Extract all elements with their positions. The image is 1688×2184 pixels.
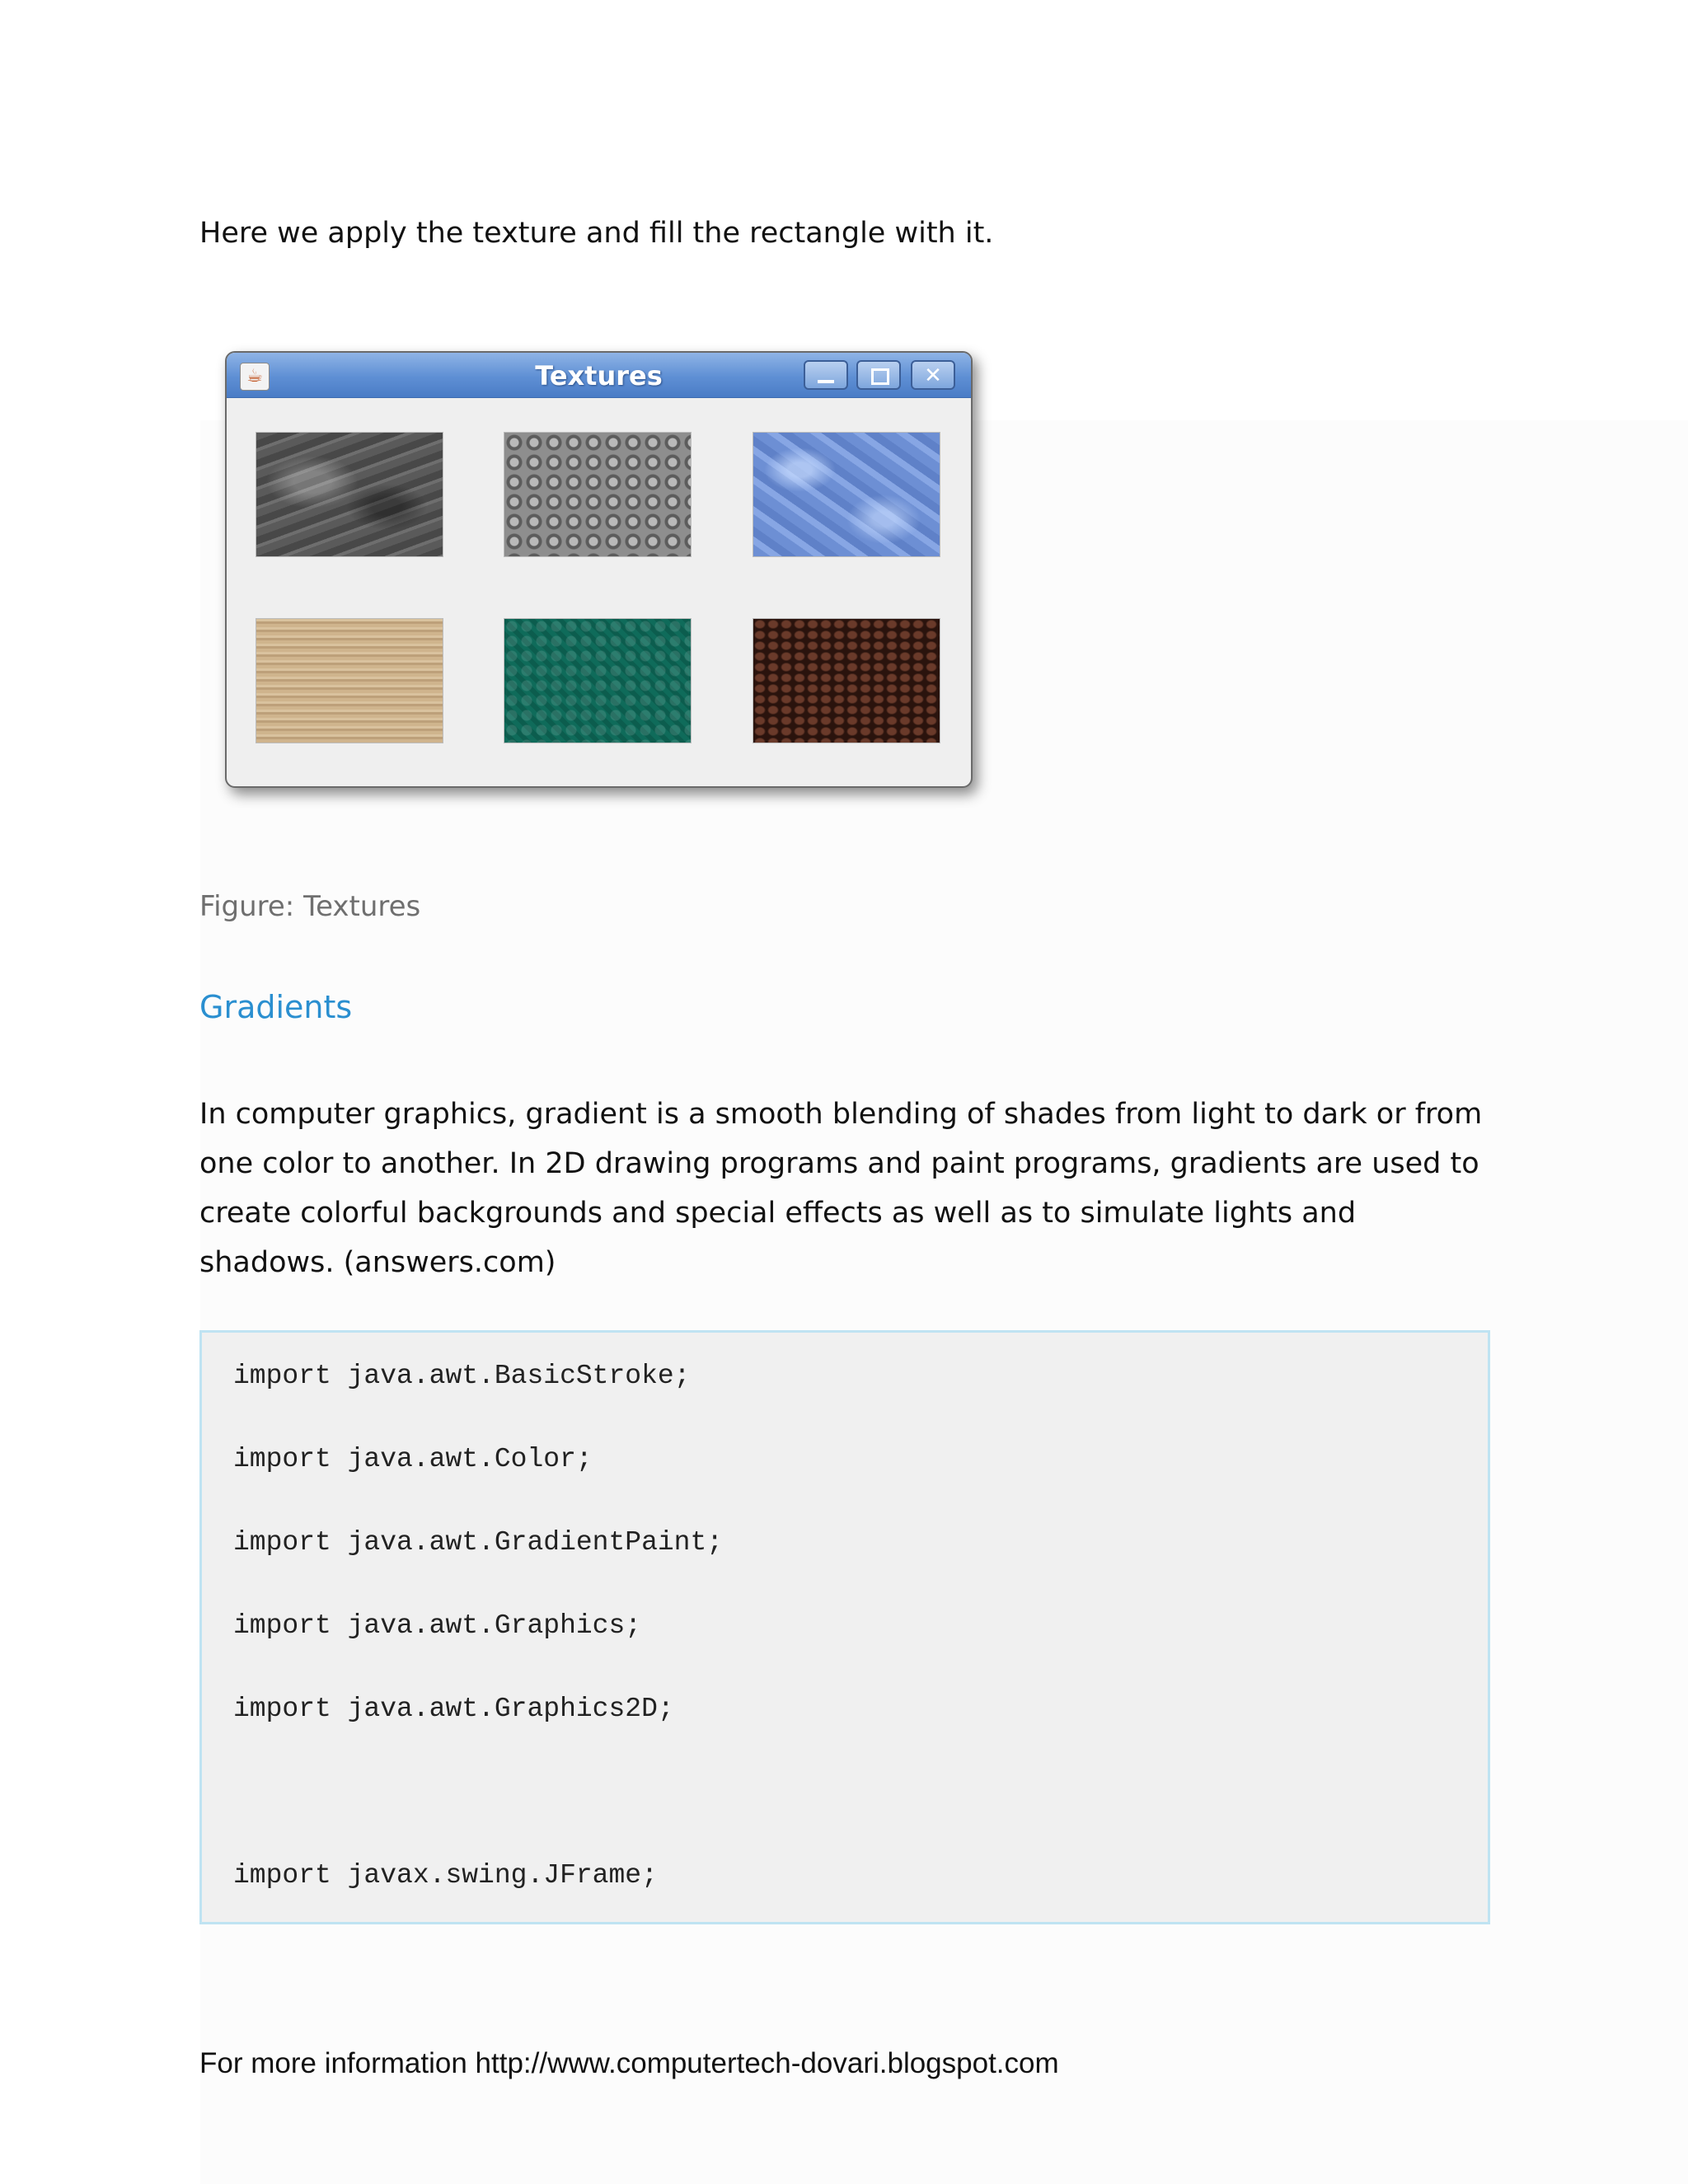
maximize-icon: [871, 368, 889, 385]
java-cup-icon[interactable]: ☕: [240, 363, 270, 391]
green-relief-texture-swatch: [504, 618, 692, 743]
maximize-button[interactable]: [856, 360, 901, 390]
close-button[interactable]: [911, 360, 955, 390]
code-line: import javax.swing.JFrame;: [233, 1860, 658, 1891]
close-icon: ✕: [924, 363, 942, 388]
window-titlebar[interactable]: [227, 353, 971, 398]
metal-grid-texture-swatch: [504, 432, 692, 557]
code-block: [199, 1330, 1490, 1924]
intro-paragraph: Here we apply the texture and fill the rectangle with it.: [199, 217, 994, 250]
code-line: import java.awt.Color;: [233, 1444, 593, 1474]
wood-texture-swatch: [256, 618, 443, 743]
code-line: import java.awt.Graphics2D;: [233, 1694, 674, 1724]
footer-link-text: For more information http://www.computertech-dovari.blogspot.com: [199, 2047, 1059, 2079]
code-line: import java.awt.BasicStroke;: [233, 1361, 691, 1391]
coffee-beans-texture-swatch: [753, 618, 940, 743]
gradients-paragraph: In computer graphics, gradient is a smooth blending of shades from light to dark or from one color to another. In 2D drawing programs and paint programs, gradients are used to create colorful backgrounds and special effects as well as to simulate lights and shadows. (answers.com): [199, 1098, 1483, 1279]
minimize-icon: [818, 380, 834, 383]
stone-texture-swatch: [256, 432, 443, 557]
window-title: Textures: [535, 360, 663, 391]
code-line: import java.awt.Graphics;: [233, 1610, 642, 1641]
section-heading: Gradients: [199, 989, 353, 1025]
water-texture-swatch: [753, 432, 940, 557]
figure-caption: Figure: Textures: [199, 890, 421, 923]
textures-window: [225, 351, 973, 788]
minimize-button[interactable]: [804, 360, 848, 390]
code-line: import java.awt.GradientPaint;: [233, 1527, 724, 1558]
